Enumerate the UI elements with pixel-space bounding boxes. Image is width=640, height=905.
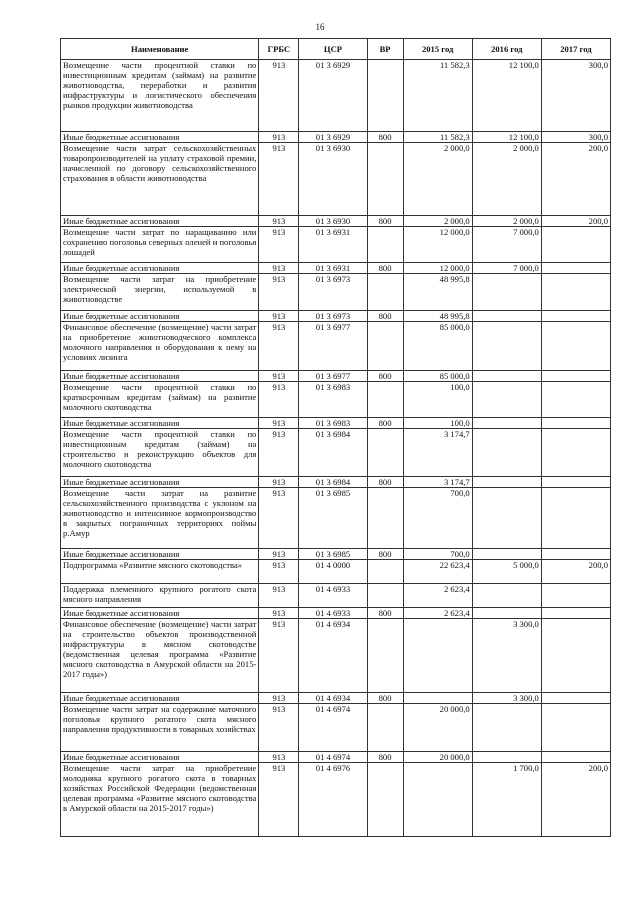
cell-2017 bbox=[541, 371, 610, 382]
cell-name: Иные бюджетные ассигнования bbox=[61, 311, 259, 322]
cell-grbs: 913 bbox=[259, 382, 299, 418]
cell-2015: 2 623,4 bbox=[403, 608, 472, 619]
cell-grbs: 913 bbox=[259, 60, 299, 132]
table-row bbox=[61, 549, 611, 560]
cell-csr: 01 3 6985 bbox=[299, 488, 367, 549]
cell-grbs: 913 bbox=[259, 132, 299, 143]
cell-csr: 01 3 6931 bbox=[299, 227, 367, 263]
cell-name: Финансовое обеспечение (возмещение) части затрат на строительство объектов производственной инфраструктуры в мясном скотоводстве (ведомственная целевая программа «Развитие мясного скотоводства в Амурской области на 2015-2017 годы») bbox=[61, 619, 259, 693]
cell-name: Иные бюджетные ассигнования bbox=[61, 263, 259, 274]
cell-grbs: 913 bbox=[259, 704, 299, 752]
cell-grbs: 913 bbox=[259, 263, 299, 274]
cell-2016 bbox=[472, 608, 541, 619]
cell-vr bbox=[367, 619, 403, 693]
cell-2017: 200,0 bbox=[541, 560, 610, 584]
cell-csr: 01 4 6974 bbox=[299, 752, 367, 763]
header-name: Наименование bbox=[61, 39, 259, 60]
cell-2015 bbox=[403, 763, 472, 837]
table-row bbox=[61, 560, 611, 584]
cell-csr: 01 3 6973 bbox=[299, 311, 367, 322]
cell-csr: 01 4 6933 bbox=[299, 608, 367, 619]
cell-vr: 800 bbox=[367, 752, 403, 763]
table-row bbox=[61, 619, 611, 693]
cell-vr bbox=[367, 704, 403, 752]
cell-grbs: 913 bbox=[259, 608, 299, 619]
cell-csr: 01 3 6973 bbox=[299, 274, 367, 311]
cell-name: Возмещение части затрат на содержание маточного поголовья крупного рогатого скота мясного направления продуктивности в товарных хозяйствах bbox=[61, 704, 259, 752]
cell-vr: 800 bbox=[367, 693, 403, 704]
cell-name: Иные бюджетные ассигнования bbox=[61, 752, 259, 763]
cell-csr: 01 3 6983 bbox=[299, 418, 367, 429]
cell-2016 bbox=[472, 274, 541, 311]
cell-2015: 12 000,0 bbox=[403, 227, 472, 263]
cell-2016 bbox=[472, 371, 541, 382]
table-row bbox=[61, 608, 611, 619]
cell-2016: 2 000,0 bbox=[472, 216, 541, 227]
cell-2017: 200,0 bbox=[541, 216, 610, 227]
cell-2016: 7 000,0 bbox=[472, 263, 541, 274]
cell-grbs: 913 bbox=[259, 549, 299, 560]
cell-csr: 01 3 6931 bbox=[299, 263, 367, 274]
table-row bbox=[61, 216, 611, 227]
cell-vr: 800 bbox=[367, 216, 403, 227]
cell-2016 bbox=[472, 752, 541, 763]
cell-2015: 2 000,0 bbox=[403, 216, 472, 227]
table-row bbox=[61, 143, 611, 216]
cell-2016: 5 000,0 bbox=[472, 560, 541, 584]
cell-2015: 48 995,8 bbox=[403, 311, 472, 322]
cell-2016 bbox=[472, 382, 541, 418]
cell-vr bbox=[367, 488, 403, 549]
cell-name: Иные бюджетные ассигнования bbox=[61, 132, 259, 143]
table-row bbox=[61, 429, 611, 477]
cell-csr: 01 4 0000 bbox=[299, 560, 367, 584]
header-2016: 2016 год bbox=[472, 39, 541, 60]
cell-vr bbox=[367, 274, 403, 311]
cell-2016: 2 000,0 bbox=[472, 143, 541, 216]
cell-grbs: 913 bbox=[259, 752, 299, 763]
table-row bbox=[61, 274, 611, 311]
cell-2016 bbox=[472, 477, 541, 488]
cell-2017 bbox=[541, 549, 610, 560]
cell-grbs: 913 bbox=[259, 619, 299, 693]
table-row bbox=[61, 488, 611, 549]
table-row bbox=[61, 263, 611, 274]
cell-name: Возмещение части затрат по наращиванию или сохранению поголовья северных оленей и поголовья лошадей bbox=[61, 227, 259, 263]
table-row bbox=[61, 371, 611, 382]
cell-2017: 300,0 bbox=[541, 60, 610, 132]
cell-name: Возмещение части затрат сельскохозяйственных товаропроизводителей на уплату страховой премии, начисленной по договору сельскохозяйственного страхования в области животноводства bbox=[61, 143, 259, 216]
cell-csr: 01 3 6984 bbox=[299, 429, 367, 477]
cell-csr: 01 3 6984 bbox=[299, 477, 367, 488]
cell-2016: 12 100,0 bbox=[472, 60, 541, 132]
cell-vr: 800 bbox=[367, 608, 403, 619]
table-header-row bbox=[61, 39, 611, 60]
cell-name: Поддержка племенного крупного рогатого скота мясного направления bbox=[61, 584, 259, 608]
cell-csr: 01 3 6929 bbox=[299, 132, 367, 143]
cell-name: Возмещение части процентной ставки по краткосрочным кредитам (займам) на развитие молочного скотоводства bbox=[61, 382, 259, 418]
cell-name: Возмещение части затрат на приобретение молодняка крупного рогатого скота в товарных хозяйствах Российской Федерации (ведомственная целевая программа «Развитие мясного скотоводства в Амурской области на 2015-2017 годы») bbox=[61, 763, 259, 837]
cell-vr: 800 bbox=[367, 549, 403, 560]
table-row bbox=[61, 311, 611, 322]
cell-2017 bbox=[541, 584, 610, 608]
cell-grbs: 913 bbox=[259, 560, 299, 584]
cell-csr: 01 3 6983 bbox=[299, 382, 367, 418]
cell-grbs: 913 bbox=[259, 227, 299, 263]
cell-2015: 20 000,0 bbox=[403, 752, 472, 763]
cell-vr bbox=[367, 560, 403, 584]
cell-grbs: 913 bbox=[259, 322, 299, 371]
cell-csr: 01 4 6974 bbox=[299, 704, 367, 752]
cell-2017: 300,0 bbox=[541, 132, 610, 143]
cell-vr bbox=[367, 143, 403, 216]
cell-csr: 01 4 6933 bbox=[299, 584, 367, 608]
cell-2016 bbox=[472, 549, 541, 560]
cell-2015: 2 623,4 bbox=[403, 584, 472, 608]
cell-2015: 700,0 bbox=[403, 488, 472, 549]
cell-2015: 85 000,0 bbox=[403, 322, 472, 371]
table-row bbox=[61, 477, 611, 488]
cell-2016: 7 000,0 bbox=[472, 227, 541, 263]
cell-2017 bbox=[541, 227, 610, 263]
table-row bbox=[61, 418, 611, 429]
cell-name: Иные бюджетные ассигнования bbox=[61, 477, 259, 488]
table-row bbox=[61, 763, 611, 837]
cell-name: Иные бюджетные ассигнования bbox=[61, 371, 259, 382]
header-vr: ВР bbox=[367, 39, 403, 60]
cell-vr bbox=[367, 227, 403, 263]
cell-2016 bbox=[472, 322, 541, 371]
cell-2015: 100,0 bbox=[403, 418, 472, 429]
cell-csr: 01 4 6934 bbox=[299, 619, 367, 693]
cell-2015: 22 623,4 bbox=[403, 560, 472, 584]
cell-vr: 800 bbox=[367, 132, 403, 143]
cell-2017: 200,0 bbox=[541, 143, 610, 216]
cell-vr bbox=[367, 322, 403, 371]
cell-2015 bbox=[403, 693, 472, 704]
cell-csr: 01 4 6976 bbox=[299, 763, 367, 837]
cell-2016 bbox=[472, 488, 541, 549]
cell-2015: 2 000,0 bbox=[403, 143, 472, 216]
cell-csr: 01 4 6934 bbox=[299, 693, 367, 704]
cell-csr: 01 3 6930 bbox=[299, 143, 367, 216]
cell-2017 bbox=[541, 263, 610, 274]
cell-2016: 12 100,0 bbox=[472, 132, 541, 143]
table-row bbox=[61, 584, 611, 608]
cell-csr: 01 3 6977 bbox=[299, 371, 367, 382]
table-row bbox=[61, 693, 611, 704]
cell-vr: 800 bbox=[367, 477, 403, 488]
cell-csr: 01 3 6930 bbox=[299, 216, 367, 227]
cell-name: Иные бюджетные ассигнования bbox=[61, 549, 259, 560]
cell-vr bbox=[367, 584, 403, 608]
cell-vr: 800 bbox=[367, 371, 403, 382]
cell-name: Возмещение части процентной ставки по инвестиционным кредитам (займам) на строительство и реконструкцию объектов для молочного скотоводства bbox=[61, 429, 259, 477]
table-row bbox=[61, 60, 611, 132]
cell-2017 bbox=[541, 477, 610, 488]
budget-table bbox=[60, 38, 611, 837]
cell-grbs: 913 bbox=[259, 274, 299, 311]
cell-csr: 01 3 6985 bbox=[299, 549, 367, 560]
cell-name: Возмещение части процентной ставки по инвестиционным кредитам (займам) на развитие животноводства, переработки и развития инфраструктуры и логистического обеспечения рынков продукции животноводства bbox=[61, 60, 259, 132]
cell-2015: 3 174,7 bbox=[403, 429, 472, 477]
cell-2015: 11 582,3 bbox=[403, 132, 472, 143]
cell-grbs: 913 bbox=[259, 429, 299, 477]
cell-2017 bbox=[541, 418, 610, 429]
cell-2017 bbox=[541, 429, 610, 477]
cell-2015: 11 582,3 bbox=[403, 60, 472, 132]
cell-2015: 12 000,0 bbox=[403, 263, 472, 274]
cell-name: Иные бюджетные ассигнования bbox=[61, 418, 259, 429]
header-grbs: ГРБС bbox=[259, 39, 299, 60]
cell-csr: 01 3 6929 bbox=[299, 60, 367, 132]
cell-2017 bbox=[541, 752, 610, 763]
cell-grbs: 913 bbox=[259, 488, 299, 549]
page-number: 16 bbox=[315, 22, 325, 32]
cell-name: Подпрограмма «Развитие мясного скотоводства» bbox=[61, 560, 259, 584]
cell-vr: 800 bbox=[367, 311, 403, 322]
cell-2016 bbox=[472, 429, 541, 477]
table-row bbox=[61, 382, 611, 418]
cell-name: Иные бюджетные ассигнования bbox=[61, 216, 259, 227]
header-csr: ЦСР bbox=[299, 39, 367, 60]
table-row bbox=[61, 322, 611, 371]
table-row bbox=[61, 752, 611, 763]
cell-csr: 01 3 6977 bbox=[299, 322, 367, 371]
cell-grbs: 913 bbox=[259, 143, 299, 216]
cell-vr: 800 bbox=[367, 418, 403, 429]
cell-2017 bbox=[541, 704, 610, 752]
cell-2015 bbox=[403, 619, 472, 693]
cell-2015: 48 995,8 bbox=[403, 274, 472, 311]
cell-2015: 3 174,7 bbox=[403, 477, 472, 488]
cell-2016: 1 700,0 bbox=[472, 763, 541, 837]
cell-vr: 800 bbox=[367, 263, 403, 274]
cell-2017 bbox=[541, 619, 610, 693]
cell-name: Возмещение части затрат на приобретение электрической энергии, используемой в животноводстве bbox=[61, 274, 259, 311]
cell-2017 bbox=[541, 311, 610, 322]
cell-name: Финансовое обеспечение (возмещение) части затрат на приобретение животноводческого комплекса молочного направления и оборудования к нему на условиях лизинга bbox=[61, 322, 259, 371]
cell-2016 bbox=[472, 584, 541, 608]
cell-grbs: 913 bbox=[259, 477, 299, 488]
cell-grbs: 913 bbox=[259, 693, 299, 704]
cell-2017 bbox=[541, 608, 610, 619]
cell-2015: 85 000,0 bbox=[403, 371, 472, 382]
table-row bbox=[61, 227, 611, 263]
cell-grbs: 913 bbox=[259, 371, 299, 382]
cell-2017 bbox=[541, 274, 610, 311]
cell-2017 bbox=[541, 488, 610, 549]
header-2017: 2017 год bbox=[541, 39, 610, 60]
cell-2016 bbox=[472, 311, 541, 322]
cell-grbs: 913 bbox=[259, 418, 299, 429]
cell-2017 bbox=[541, 693, 610, 704]
cell-grbs: 913 bbox=[259, 763, 299, 837]
cell-name: Иные бюджетные ассигнования bbox=[61, 693, 259, 704]
header-2015: 2015 год bbox=[403, 39, 472, 60]
cell-name: Возмещение части затрат на развитие сельскохозяйственного производства с уклоном на животноводство и интенсивное кормопроизводство в закрытых пограничных территориях поймы р.Амур bbox=[61, 488, 259, 549]
table-row bbox=[61, 704, 611, 752]
cell-2017: 200,0 bbox=[541, 763, 610, 837]
cell-vr bbox=[367, 60, 403, 132]
cell-2016 bbox=[472, 704, 541, 752]
cell-grbs: 913 bbox=[259, 216, 299, 227]
table-row bbox=[61, 132, 611, 143]
cell-2015: 100,0 bbox=[403, 382, 472, 418]
cell-vr bbox=[367, 763, 403, 837]
cell-2015: 20 000,0 bbox=[403, 704, 472, 752]
cell-2016: 3 300,0 bbox=[472, 619, 541, 693]
cell-vr bbox=[367, 429, 403, 477]
cell-2017 bbox=[541, 382, 610, 418]
cell-2015: 700,0 bbox=[403, 549, 472, 560]
cell-grbs: 913 bbox=[259, 584, 299, 608]
cell-2016: 3 300,0 bbox=[472, 693, 541, 704]
cell-2016 bbox=[472, 418, 541, 429]
cell-grbs: 913 bbox=[259, 311, 299, 322]
cell-vr bbox=[367, 382, 403, 418]
cell-name: Иные бюджетные ассигнования bbox=[61, 608, 259, 619]
cell-2017 bbox=[541, 322, 610, 371]
